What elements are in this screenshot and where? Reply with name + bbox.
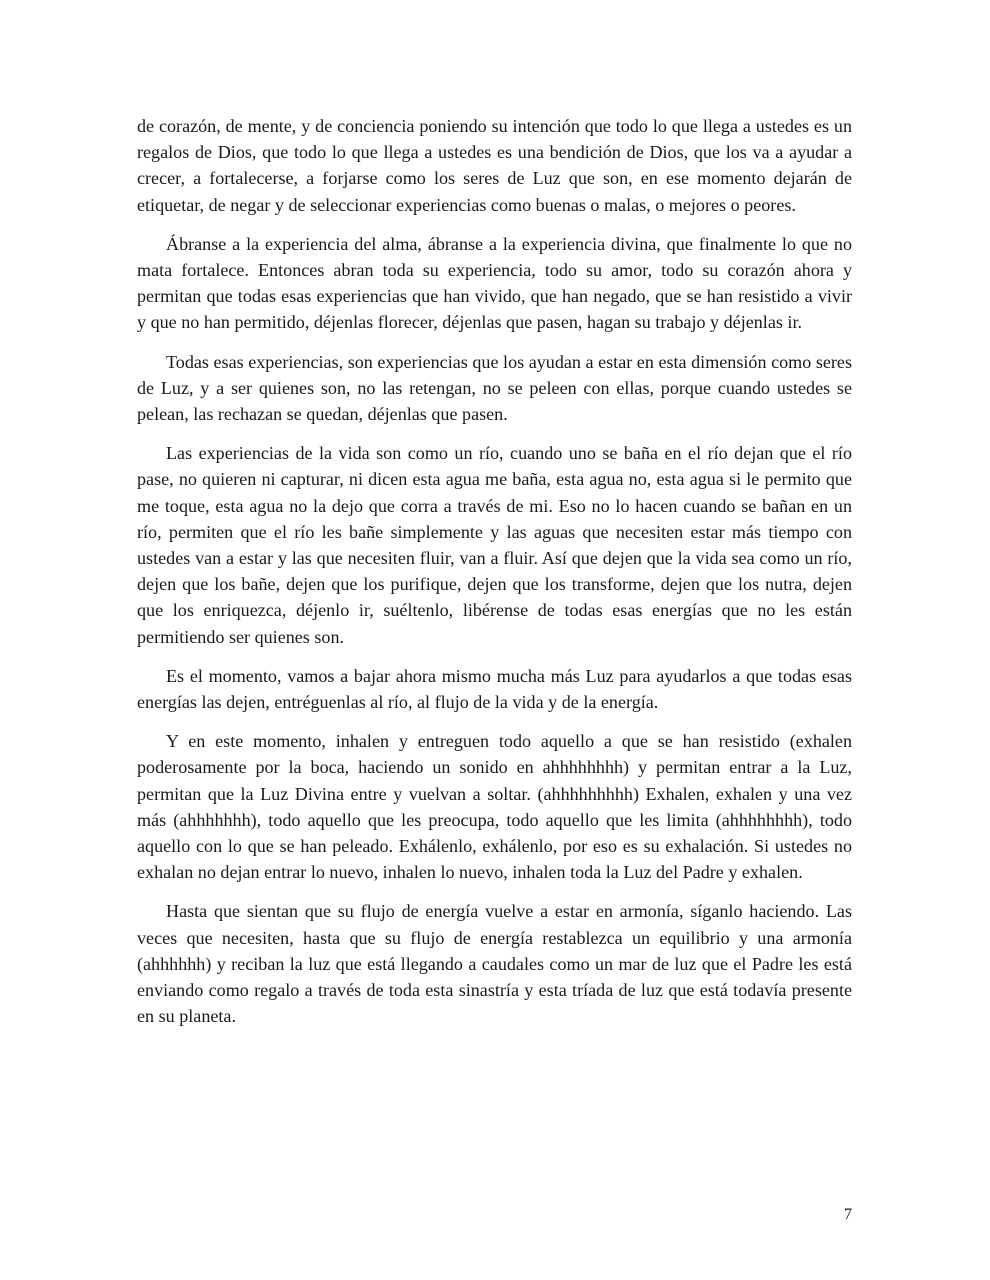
paragraph-3: Todas esas experiencias, son experiencias que los ayudan a estar en esta dimensión como seres de Luz, y a ser quienes son, no las retengan, no se peleen con ellas, porque cuando ustedes se pelean, las rechazan se quedan, déjenlas que pasen. [137, 351, 852, 425]
paragraph-6: Y en este momento, inhalen y entreguen todo aquello a que se han resistido (exhalen poderosamente por la boca, haciendo un sonido en ahhhhhhhh) y permitan entrar a la Luz, permitan que la Luz Divina entre y vuelvan a soltar. (ahhhhhhhhh) Exhalen, exhalen y una vez más (ahhhhhhh), todo aquello que les preocupa, todo aquello que les limita (ahhhhhhhh), todo aquello con lo que se han peleado. Exhálenlo, exhálenlo, por eso es su exhalación. Si ustedes no exhalan no dejan entrar lo nuevo, inhalen lo nuevo, inhalen toda la Luz del Padre y exhalen. [137, 731, 852, 883]
paragraph-7: Hasta que sientan que su flujo de energía vuelve a estar en armonía, síganlo haciendo. Las veces que necesiten, hasta que su flujo de energía restablezca un equilibrio y una armonía (ahhhhhh) y reciban la luz que está llegando a caudales como un mar de luz que el Padre les está enviando como regalo a través de toda esta sinastría y esta tríada de luz que está todavía presente en su planeta. [137, 901, 852, 1027]
page-number: 7 [844, 1206, 852, 1223]
paragraph-2: Ábranse a la experiencia del alma, ábranse a la experiencia divina, que finalmente lo que no mata fortalece. Entonces abran toda su experiencia, todo su amor, todo su corazón ahora y permitan que todas esas experiencias que han vivido, que han negado, que se han resistido a vivir y que no han permitido, déjenlas florecer, déjenlas que pasen, hagan su trabajo y déjenlas ir. [137, 233, 852, 333]
paragraph-5: Es el momento, vamos a bajar ahora mismo mucha más Luz para ayudarlos a que todas esas energías las dejen, entréguenlas al río, al flujo de la vida y de la energía. [137, 665, 852, 713]
paragraph-4: Las experiencias de la vida son como un río, cuando uno se baña en el río dejan que el río pase, no quieren ni capturar, ni dicen esta agua me baña, esta agua no, esta agua si le permito que me toque, esta agua no la dejo que corra a través de mi. Eso no lo hacen cuando se bañan en un río, permiten que el río les bañe simplemente y las aguas que necesiten estar más tiempo con ustedes van a estar y las que necesiten fluir, van a fluir. Así que dejen que la vida sea como un río, dejen que los bañe, dejen que los purifique, dejen que los transforme, dejen que los nutra, dejen que los enriquezca, déjenlo ir, suéltenlo, libérense de todas esas energías que no les están permitiendo ser quienes son. [137, 443, 852, 647]
paragraph-1: de corazón, de mente, y de conciencia poniendo su intención que todo lo que llega a ustedes es un regalos de Dios, que todo lo que llega a ustedes es una bendición de Dios, que los va a ayudar a crecer, a fortalecerse, a forjarse como los seres de Luz que son, en ese momento dejarán de etiquetar, de negar y de seleccionar experiencias como buenas o malas, o mejores o peores. [137, 116, 852, 215]
document-body [137, 113, 852, 1043]
